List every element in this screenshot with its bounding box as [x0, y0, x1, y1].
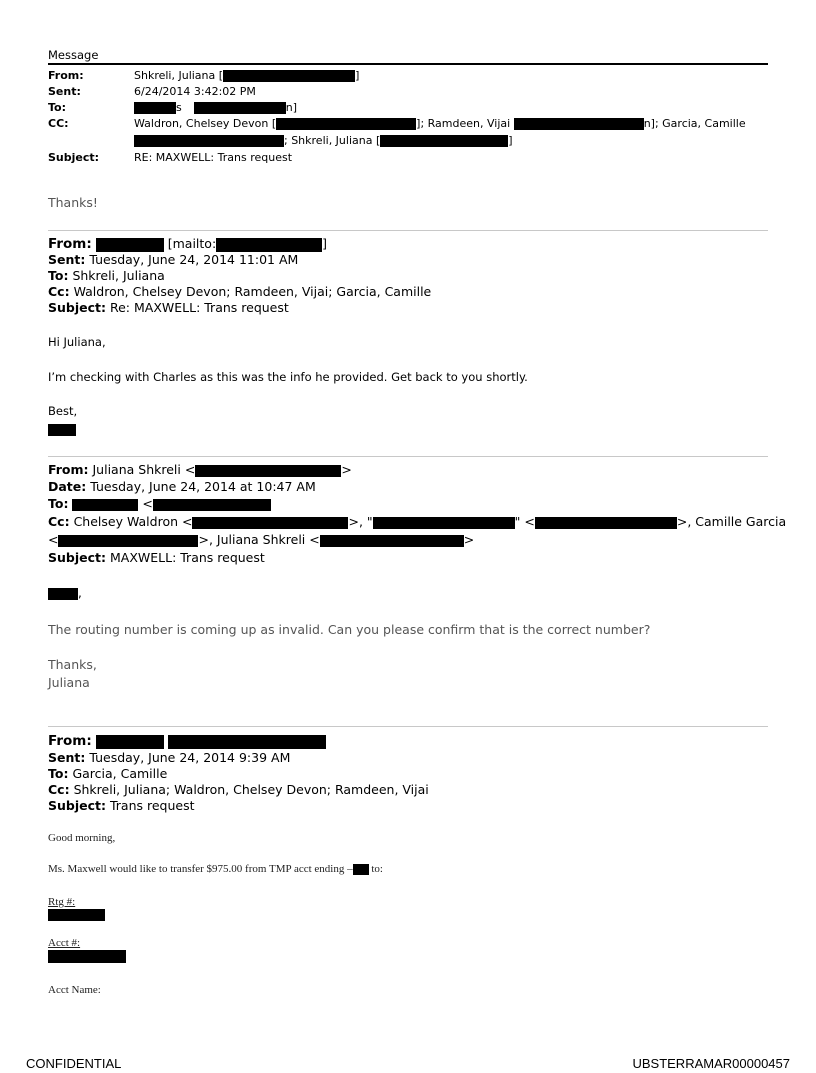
header-to-label: To: [48, 101, 66, 114]
email2-cc: Cc: Waldron, Chelsey Devon; Ramdeen, Vijai; Garcia, Camille [48, 284, 432, 299]
email2-subject: Subject: Re: MAXWELL: Trans request [48, 300, 289, 315]
header-sent-value: 6/24/2014 3:42:02 PM [134, 85, 256, 98]
header-subject-label: Subject: [48, 151, 100, 164]
redaction [134, 102, 176, 114]
redaction [168, 735, 326, 749]
email4-acct-label: Acct #: [48, 937, 81, 949]
redaction [223, 70, 355, 82]
email3-from: From: Juliana Shkreli < > [48, 462, 352, 477]
redaction [320, 535, 464, 547]
email2-signoff: Best, [48, 404, 78, 418]
email4-rtg-label: Rtg #: [48, 896, 76, 908]
reply-body: Thanks! [48, 195, 98, 210]
redaction [48, 950, 126, 963]
email3-to: To: < [48, 496, 271, 512]
redaction [48, 424, 76, 436]
header-from-value: Shkreli, Juliana [ ] [134, 69, 360, 82]
redaction [134, 135, 284, 147]
redaction [514, 118, 644, 130]
header-to-value: s n] [134, 100, 297, 116]
email2-from: From: [mailto: ] [48, 236, 328, 252]
redaction [276, 118, 416, 130]
footer-confidential: CONFIDENTIAL [26, 1056, 122, 1071]
redaction [195, 465, 341, 477]
email3-body: The routing number is coming up as invalid. Can you please confirm that is the correct number? [48, 622, 651, 637]
email3-date: Date: Tuesday, June 24, 2014 at 10:47 AM [48, 479, 316, 494]
header-subject-value: RE: MAXWELL: Trans request [134, 151, 293, 164]
redaction [48, 588, 78, 600]
redaction [380, 135, 508, 147]
redaction [373, 517, 515, 529]
email4-cc: Cc: Shkreli, Juliana; Waldron, Chelsey Devon; Ramdeen, Vijai [48, 782, 429, 797]
redaction [96, 238, 164, 252]
redaction [192, 517, 348, 529]
redaction [153, 499, 271, 511]
email4-sent: Sent: Tuesday, June 24, 2014 9:39 AM [48, 750, 291, 765]
email2-sent: Sent: Tuesday, June 24, 2014 11:01 AM [48, 252, 299, 267]
redaction [194, 102, 286, 114]
redaction [216, 238, 322, 252]
header-from-label: From: [48, 69, 84, 82]
email4-body: Ms. Maxwell would like to transfer $975.00 from TMP acct ending – to: [48, 863, 383, 875]
email2-body: I’m checking with Charles as this was the info he provided. Get back to you shortly. [48, 370, 528, 384]
email4-from: From: [48, 733, 326, 749]
redaction [48, 909, 105, 921]
redaction [58, 535, 198, 547]
header-cc-line2: ; Shkreli, Juliana [ ] [134, 133, 513, 149]
divider [48, 456, 768, 457]
email3-thanks: Thanks, [48, 657, 97, 672]
header-rule [48, 63, 768, 65]
email3-name: Juliana [48, 675, 90, 690]
email4-greeting: Good morning, [48, 832, 116, 844]
redaction [535, 517, 677, 529]
email3-cc: Cc: Chelsey Waldron < >, " " < >, Camille Garcia [48, 514, 787, 529]
redaction [353, 864, 369, 875]
divider [48, 230, 768, 231]
message-label: Message [48, 48, 99, 62]
email3-subject: Subject: MAXWELL: Trans request [48, 550, 265, 565]
divider [48, 726, 768, 727]
email2-to: To: Shkreli, Juliana [48, 268, 165, 283]
redaction [72, 499, 138, 511]
email4-to: To: Garcia, Camille [48, 766, 168, 781]
footer-bates-number: UBSTERRAMAR00000457 [632, 1056, 790, 1071]
header-cc-line1: Waldron, Chelsey Devon [ ]; Ramdeen, Vijai n]; Garcia, Camille [134, 117, 746, 130]
email3-greeting: , [48, 586, 82, 600]
email3-cc-line2: < >, Juliana Shkreli < > [48, 532, 475, 547]
email4-acct-name-label: Acct Name: [48, 984, 101, 996]
redaction [96, 735, 164, 749]
header-cc-label: CC: [48, 117, 69, 130]
email2-greeting: Hi Juliana, [48, 335, 106, 349]
email4-subject: Subject: Trans request [48, 798, 195, 813]
header-sent-label: Sent: [48, 85, 81, 98]
